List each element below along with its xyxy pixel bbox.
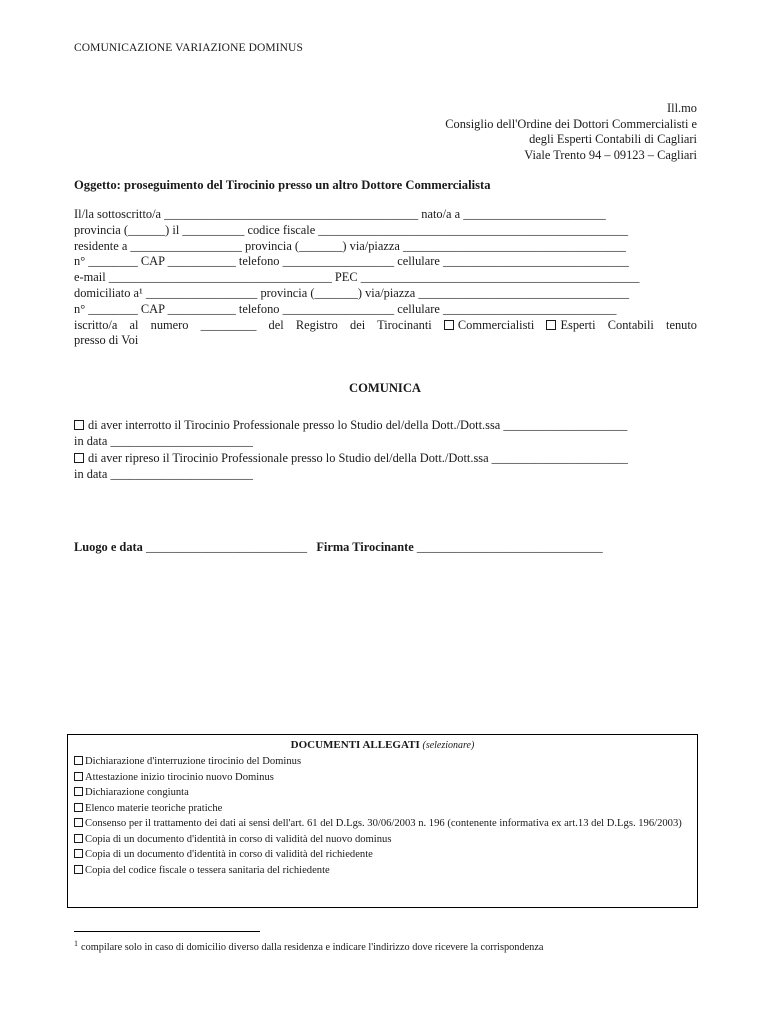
checkbox-icon[interactable] <box>74 803 83 812</box>
documents-note: (selezionare) <box>422 740 475 751</box>
checkbox-icon[interactable] <box>74 849 83 858</box>
choice-interrupted <box>74 417 697 433</box>
checkbox-icon[interactable] <box>74 818 83 827</box>
document-item[interactable] <box>74 770 692 786</box>
document-item[interactable] <box>74 801 692 817</box>
recipient-line: Viale Trento 94 – 09123 – Cagliari <box>524 147 697 162</box>
registro-option-commercialisti: Commercialisti <box>457 317 535 332</box>
checkbox-icon[interactable] <box>74 787 83 796</box>
document-header: COMUNICAZIONE VARIAZIONE DOMINUS <box>74 42 303 54</box>
document-item[interactable] <box>74 785 692 801</box>
form-line[interactable]: residente a __________________ provincia (_______) via/piazza ____________________________________ <box>74 238 626 253</box>
registro-line <box>74 318 697 334</box>
registro-prefix[interactable]: iscritto/a al numero _________ del Registro dei Tirocinanti <box>74 317 432 332</box>
applicant-form <box>74 207 697 349</box>
document-item-label: Elenco materie teoriche pratiche <box>85 802 223 814</box>
checkbox-icon[interactable] <box>444 320 454 330</box>
checkbox-icon[interactable] <box>74 453 84 463</box>
documents-title <box>68 738 697 753</box>
form-line[interactable]: domiciliato a¹ __________________ provincia (_______) via/piazza __________________________________ <box>74 285 630 300</box>
document-item-label: Dichiarazione congiunta <box>85 787 189 798</box>
checkbox-icon[interactable] <box>74 865 83 874</box>
documents-title-text: DOCUMENTI ALLEGATI <box>290 739 420 751</box>
documents-box <box>67 734 698 908</box>
registro-suffix: presso di Voi <box>74 333 139 348</box>
subject-line: Oggetto: proseguimento del Tirocinio presso un altro Dottore Commercialista <box>74 178 491 192</box>
checkbox-icon[interactable] <box>74 834 83 843</box>
document-item[interactable] <box>74 816 692 832</box>
footnote-divider <box>74 931 260 932</box>
document-item-label: Copia del codice fiscale o tessera sanitaria del richiedente <box>85 864 330 876</box>
choice-resumed <box>74 450 697 466</box>
comunica-choices <box>74 417 697 482</box>
document-item[interactable] <box>74 847 692 863</box>
document-item[interactable] <box>74 863 692 879</box>
document-item[interactable] <box>74 832 692 848</box>
checkbox-icon[interactable] <box>546 320 556 330</box>
document-item-label: Copia di un documento d'identità in corso di validità del richiedente <box>85 849 373 860</box>
document-item-label: Consenso per il trattamento dei dati ai sensi dell'art. 61 del D.Lgs. 30/06/2003 n. 196 (contenente informativa ex art.13 del D.Lgs. 196/2003) <box>85 818 682 829</box>
comunica-heading: COMUNICA <box>348 381 422 395</box>
choice-date[interactable]: in data _______________________ <box>74 434 253 449</box>
checkbox-icon[interactable] <box>74 772 83 781</box>
form-line[interactable]: n° ________ CAP ___________ telefono __________________ cellulare ____________________________ <box>74 301 617 316</box>
document-item-label: Attestazione inizio tirocinio nuovo Dominus <box>85 771 274 783</box>
recipient-line: Consiglio dell'Ordine dei Dottori Commercialisti e <box>445 116 697 131</box>
documents-list <box>74 754 692 878</box>
checkbox-icon[interactable] <box>74 756 83 765</box>
document-item-label: Dichiarazione d'interruzione tirocinio del Dominus <box>85 756 302 767</box>
luogo-field[interactable]: __________________________ <box>145 540 308 554</box>
choice-date[interactable]: in data _______________________ <box>74 466 253 481</box>
form-line[interactable]: Il/la sottoscritto/a _________________________________________ nato/a a _______________________ <box>74 207 606 221</box>
choice-text[interactable]: di aver ripreso il Tirocinio Professionale presso lo Studio del/della Dott./Dott.ssa ______________________ <box>88 450 628 465</box>
document-item-label: Copia di un documento d'identità in corso di validità del nuovo dominus <box>85 833 392 845</box>
form-line[interactable]: e-mail ____________________________________ PEC _____________________________________________ <box>74 270 640 285</box>
recipient-address <box>445 101 697 163</box>
form-line[interactable]: n° ________ CAP ___________ telefono __________________ cellulare ______________________________ <box>74 254 629 269</box>
document-item[interactable] <box>74 754 692 770</box>
luogo-label: Luogo e data <box>74 540 143 554</box>
choice-text[interactable]: di aver interrotto il Tirocinio Professionale presso lo Studio del/della Dott./Dott.ssa ____________________ <box>88 418 628 432</box>
footnote <box>74 939 543 953</box>
checkbox-icon[interactable] <box>74 420 84 430</box>
recipient-line: degli Esperti Contabili di Cagliari <box>529 132 697 146</box>
footnote-mark: 1 <box>74 939 78 948</box>
registro-option-esperti: Esperti Contabili tenuto <box>560 317 697 332</box>
signature-row <box>74 540 603 555</box>
firma-field[interactable]: ______________________________ <box>416 540 603 554</box>
footnote-text: compilare solo in caso di domicilio diverso dalla residenza e indicare l'indirizzo dove ricevere la corrispondenza <box>81 942 544 953</box>
firma-label: Firma Tirocinante <box>316 540 414 554</box>
recipient-line: Ill.mo <box>667 101 697 115</box>
form-line[interactable]: provincia (______) il __________ codice fiscale __________________________________________________ <box>74 222 629 237</box>
